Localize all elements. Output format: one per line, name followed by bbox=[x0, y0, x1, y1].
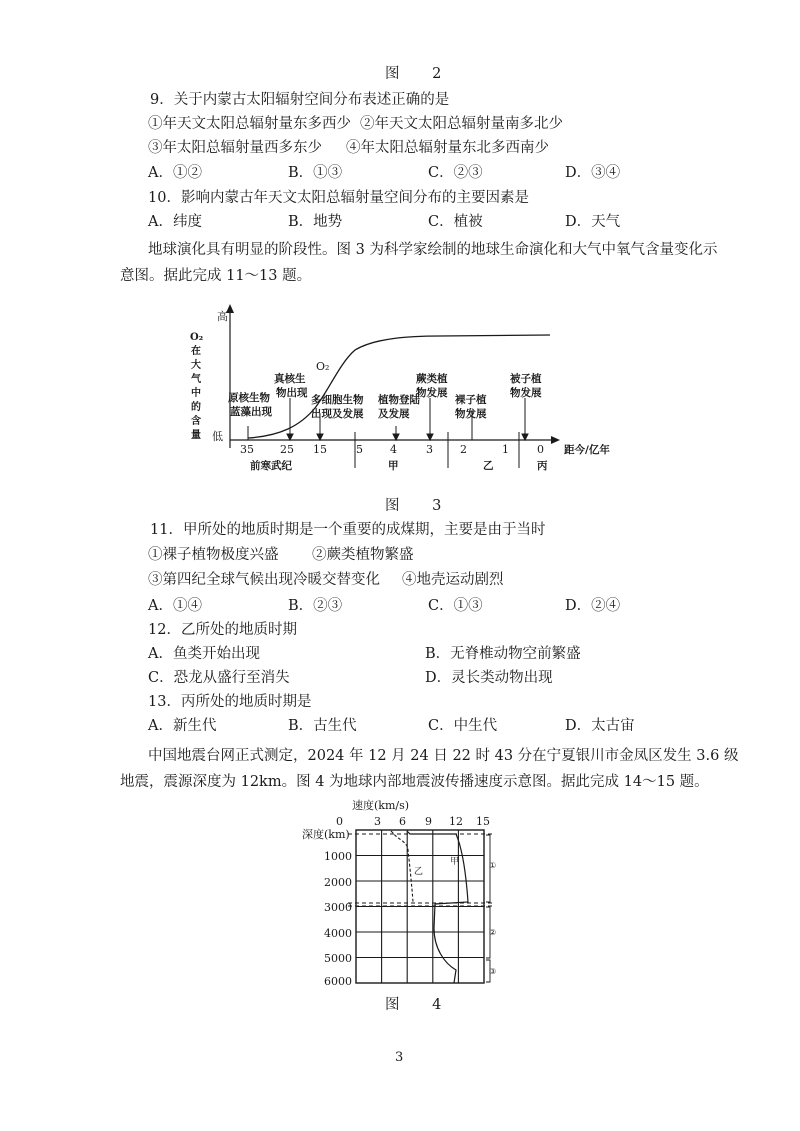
tick-label: 3 bbox=[426, 443, 433, 456]
y-axis-label-char: 的 bbox=[191, 402, 201, 413]
q9-stem: 9．关于内蒙古太阳辐射空间分布表述正确的是 bbox=[150, 92, 450, 108]
depth-tick: 2000 bbox=[324, 876, 352, 889]
figure-4-caption: 图 4 bbox=[385, 997, 456, 1013]
tick-label: 0 bbox=[537, 443, 544, 456]
q11-option-b[interactable]: B．②③ bbox=[288, 598, 343, 614]
event-eukaryote-line1: 真核生 bbox=[274, 373, 306, 385]
q10-option-c[interactable]: C．植被 bbox=[428, 214, 483, 230]
intro-fig3-line2: 意图。据此完成 11～13 题。 bbox=[120, 268, 312, 284]
event-angiosperms-line1: 被子植 bbox=[510, 373, 542, 385]
wave-yi-label: 乙 bbox=[414, 867, 424, 877]
speed-tick: 6 bbox=[399, 815, 406, 828]
tick-label: 2 bbox=[460, 443, 467, 456]
event-ferns-line2: 物发展 bbox=[416, 387, 448, 399]
q12-option-d[interactable]: D．灵长类动物出现 bbox=[425, 670, 553, 686]
period-label-jia: 甲 bbox=[388, 460, 399, 472]
event-angiosperms-line2: 物发展 bbox=[510, 387, 542, 399]
q10-option-a[interactable]: A．纬度 bbox=[148, 214, 202, 230]
tick-label: 35 bbox=[240, 443, 254, 456]
q9-option-d[interactable]: D．③④ bbox=[565, 165, 621, 181]
q9-option-b[interactable]: B．①③ bbox=[288, 165, 343, 181]
q13-option-a[interactable]: A．新生代 bbox=[148, 718, 217, 734]
q11-stem: 11．甲所处的地质时期是一个重要的成煤期，主要是由于当时 bbox=[150, 522, 546, 538]
q11-statement-2: ②蕨类植物繁盛 bbox=[312, 547, 414, 563]
event-multicellular-line1: 多细胞生物 bbox=[311, 394, 364, 406]
q13-option-d[interactable]: D．太古宙 bbox=[565, 718, 635, 734]
depth-tick: 4000 bbox=[324, 927, 352, 940]
q11-option-d[interactable]: D．②④ bbox=[565, 598, 621, 614]
q12-option-b[interactable]: B．无脊椎动物空前繁盛 bbox=[425, 646, 581, 662]
page-number: 3 bbox=[395, 1050, 404, 1065]
speed-tick: 12 bbox=[449, 815, 463, 828]
q13-option-c[interactable]: C．中生代 bbox=[428, 718, 498, 734]
tick-label: 15 bbox=[313, 443, 327, 456]
q10-stem: 10．影响内蒙古年天文太阳总辐射量空间分布的主要因素是 bbox=[148, 190, 529, 206]
q9-statement-4: ④年太阳总辐射量东北多西南少 bbox=[346, 140, 549, 156]
wave-jia-label: 甲 bbox=[450, 857, 460, 867]
intro-fig3-line1: 地球演化具有明显的阶段性。图 3 为科学家绘制的地球生命演化和大气中氧气含量变化示 bbox=[148, 242, 718, 258]
period-label-yi: 乙 bbox=[483, 460, 494, 472]
figure-4-diagram bbox=[296, 798, 510, 990]
speed-tick: 9 bbox=[425, 815, 432, 828]
q12-option-a[interactable]: A．鱼类开始出现 bbox=[148, 646, 260, 662]
tick-label: 25 bbox=[280, 443, 294, 456]
event-eukaryote-line2: 物出现 bbox=[276, 387, 308, 399]
event-prokaryote-line2: 蓝藻出现 bbox=[230, 406, 272, 418]
q9-statement-2: ②年天文太阳总辐射量南多北少 bbox=[360, 116, 563, 132]
layer-2-label: ② bbox=[489, 928, 497, 937]
q9-statement-1: ①年天文太阳总辐射量东多西少 bbox=[148, 116, 351, 132]
q11-statement-1: ①裸子植物极度兴盛 bbox=[148, 547, 279, 563]
tick-label: 4 bbox=[390, 443, 397, 456]
y-axis-label-char: O₂ bbox=[190, 332, 204, 343]
speed-tick: 15 bbox=[476, 815, 490, 828]
wave-yi-line bbox=[391, 831, 413, 902]
event-gymnosperms-line2: 物发展 bbox=[455, 408, 487, 420]
event-ferns-line1: 蕨类植 bbox=[416, 373, 448, 385]
q9-option-c[interactable]: C．②③ bbox=[428, 165, 483, 181]
q11-option-a[interactable]: A．①④ bbox=[148, 598, 202, 614]
q13-option-b[interactable]: B．古生代 bbox=[288, 718, 357, 734]
depth-tick: 1000 bbox=[324, 850, 352, 863]
y-axis-label-char: 气 bbox=[191, 374, 201, 385]
y-axis-high: 高 bbox=[217, 310, 228, 323]
q11-option-c[interactable]: C．①③ bbox=[428, 598, 483, 614]
q10-option-b[interactable]: B．地势 bbox=[288, 214, 343, 230]
y-axis-low: 低 bbox=[212, 430, 223, 443]
q11-statement-3: ③第四纪全球气候出现冷暖交替变化 bbox=[148, 572, 380, 588]
q12-stem: 12．乙所处的地质时期 bbox=[148, 622, 297, 638]
period-label-precambrian: 前寒武纪 bbox=[250, 460, 292, 472]
tick-label: 5 bbox=[356, 443, 363, 456]
intro-fig4-line1: 中国地震台网正式测定，2024 年 12 月 24 日 22 时 43 分在宁夏银川市金凤区发生 3.6 级 bbox=[148, 748, 739, 764]
event-multicellular-line2: 出现及发展 bbox=[311, 408, 364, 420]
depth-tick: 3000 bbox=[324, 901, 352, 914]
q13-stem: 13．丙所处的地质时期是 bbox=[148, 694, 312, 710]
q11-statement-4: ④地壳运动剧烈 bbox=[402, 572, 504, 588]
depth-axis-label: 深度(km) bbox=[302, 828, 350, 841]
x-axis-unit: 距今/亿年 bbox=[564, 444, 610, 456]
period-label-bing: 丙 bbox=[537, 460, 548, 472]
event-plants-land-line2: 及发展 bbox=[378, 408, 410, 420]
y-axis-label-char: 大 bbox=[191, 360, 201, 371]
y-axis-label-char: 含 bbox=[191, 416, 201, 427]
q9-statement-3: ③年太阳总辐射量西多东少 bbox=[148, 140, 322, 156]
oxygen-curve-label: O₂ bbox=[316, 360, 330, 373]
event-plants-land-line1: 植物登陆 bbox=[378, 394, 420, 406]
y-axis-label-char: 量 bbox=[191, 430, 201, 441]
speed-tick: 0 bbox=[336, 815, 343, 828]
event-gymnosperms-line1: 裸子植 bbox=[455, 394, 487, 406]
figure-3-diagram bbox=[180, 298, 650, 478]
figure-3-caption: 图 3 bbox=[385, 498, 456, 514]
tick-label: 1 bbox=[502, 443, 509, 456]
y-axis-label-char: 在 bbox=[191, 346, 201, 357]
q9-option-a[interactable]: A．①② bbox=[148, 165, 202, 181]
figure-2-caption: 图 2 bbox=[385, 66, 456, 82]
q12-option-c[interactable]: C．恐龙从盛行至消失 bbox=[148, 670, 290, 686]
event-prokaryote-line1: 原核生物 bbox=[228, 392, 270, 404]
layer-1-label: ① bbox=[489, 861, 497, 870]
q10-option-d[interactable]: D．天气 bbox=[565, 214, 621, 230]
speed-tick: 3 bbox=[374, 815, 381, 828]
depth-tick: 5000 bbox=[324, 952, 352, 965]
depth-tick: 6000 bbox=[324, 975, 352, 988]
y-axis-label-char: 中 bbox=[191, 388, 201, 399]
intro-fig4-line2: 地震，震源深度为 12km。图 4 为地球内部地震波传播速度示意图。据此完成 14～15 题。 bbox=[120, 774, 709, 790]
layer-3-label: ③ bbox=[489, 967, 497, 976]
speed-axis-label: 速度(km/s) bbox=[352, 799, 410, 812]
